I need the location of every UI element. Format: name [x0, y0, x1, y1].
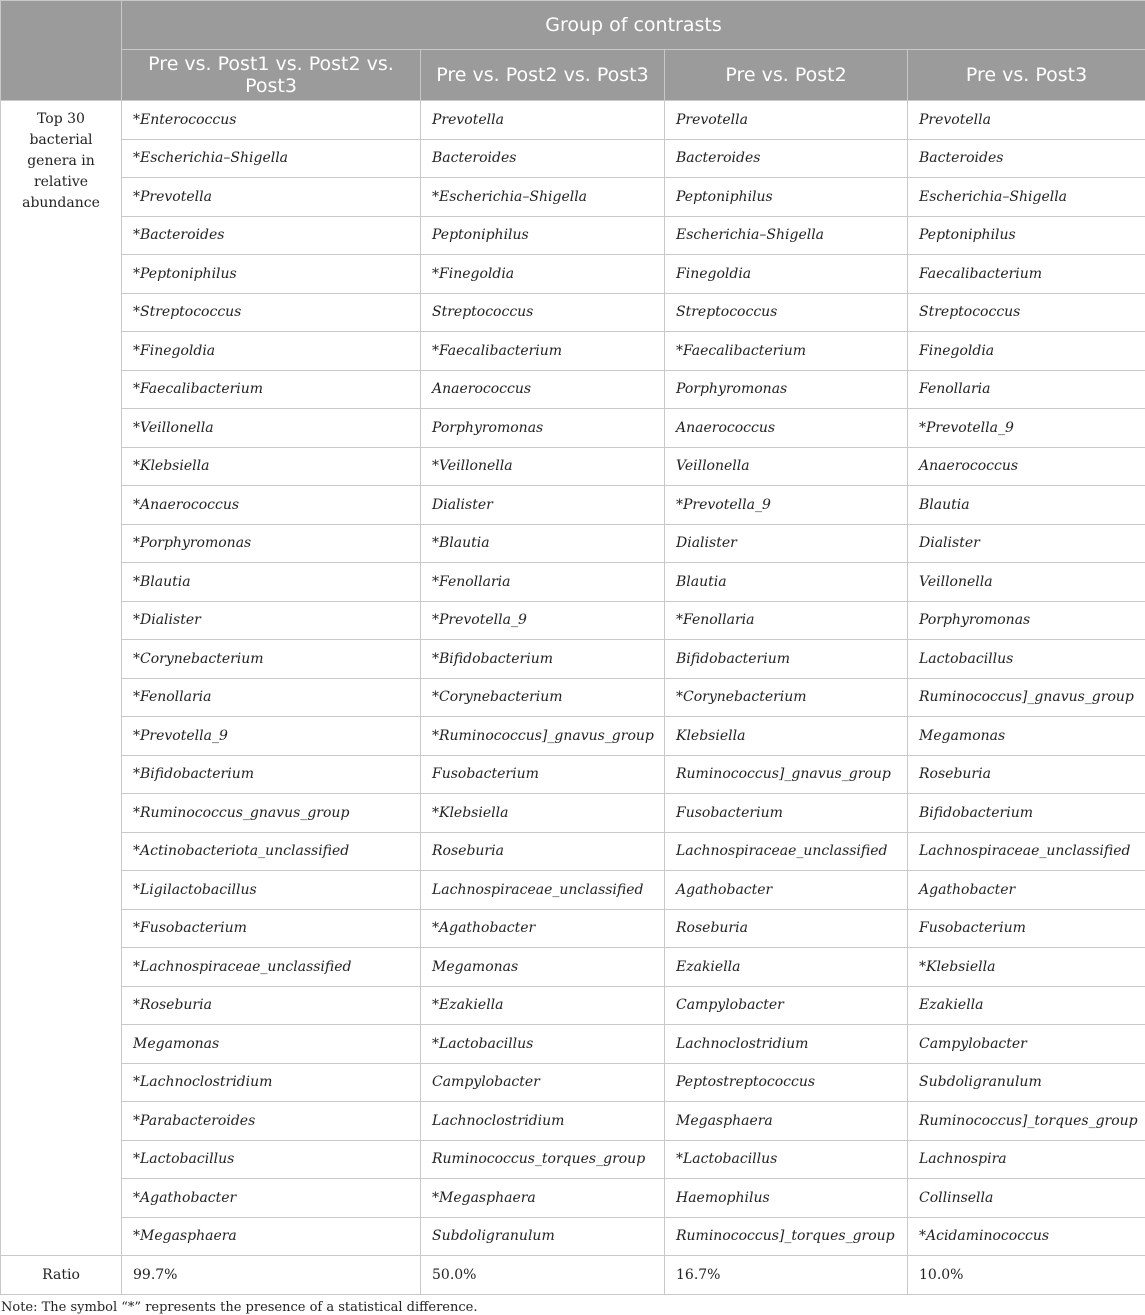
genus-cell: Peptoniphilus — [665, 178, 908, 217]
genus-cell: Porphyromonas — [665, 370, 908, 409]
genus-cell: Fusobacterium — [665, 794, 908, 833]
genus-cell: *Agathobacter — [421, 909, 665, 948]
table-row — [1, 293, 1145, 332]
genus-cell: Prevotella — [421, 101, 665, 140]
genus-cell: Lachnospiraceae_unclassified — [665, 832, 908, 871]
genus-cell: Dialister — [665, 524, 908, 563]
row-header: Top 30 bacterial genera in relative abundance — [1, 101, 122, 1256]
genus-cell: Ezakiella — [665, 948, 908, 987]
genus-cell: Ruminococcus]_torques_group — [665, 1217, 908, 1256]
genus-cell: Lachnospiraceae_unclassified — [421, 871, 665, 910]
genus-cell: Porphyromonas — [421, 409, 665, 448]
genus-cell: *Dialister — [122, 601, 421, 640]
genus-cell: Streptococcus — [908, 293, 1145, 332]
genus-cell: *Lactobacillus — [421, 1025, 665, 1064]
genus-cell: Roseburia — [665, 909, 908, 948]
table-note: Note: The symbol “*” represents the presence of a statistical difference. — [0, 1295, 1145, 1315]
genus-cell: *Klebsiella — [122, 447, 421, 486]
genus-cell: *Bifidobacterium — [421, 640, 665, 679]
genus-cell: Faecalibacterium — [908, 255, 1145, 294]
genus-cell: *Lachnoclostridium — [122, 1063, 421, 1102]
genus-cell: Lachnospira — [908, 1140, 1145, 1179]
genus-cell: Veillonella — [665, 447, 908, 486]
ratio-label: Ratio — [1, 1256, 122, 1295]
genus-cell: *Lactobacillus — [665, 1140, 908, 1179]
genus-cell: *Klebsiella — [908, 948, 1145, 987]
table-row — [1, 370, 1145, 409]
table-row — [1, 524, 1145, 563]
genus-cell: Agathobacter — [908, 871, 1145, 910]
table-row — [1, 640, 1145, 679]
genus-cell: Roseburia — [908, 755, 1145, 794]
genus-cell: Roseburia — [421, 832, 665, 871]
ratio-value: 16.7% — [665, 1256, 908, 1295]
genus-cell: Prevotella — [908, 101, 1145, 140]
table-row — [1, 871, 1145, 910]
genus-cell: *Agathobacter — [122, 1179, 421, 1218]
genus-cell: *Lactobacillus — [122, 1140, 421, 1179]
ratio-value: 10.0% — [908, 1256, 1145, 1295]
genus-cell: *Megasphaera — [122, 1217, 421, 1256]
table-row — [1, 1063, 1145, 1102]
genus-cell: *Corynebacterium — [665, 678, 908, 717]
genus-cell: *Enterococcus — [122, 101, 421, 140]
genus-cell: Fusobacterium — [908, 909, 1145, 948]
genus-cell: Veillonella — [908, 563, 1145, 602]
table-row — [1, 601, 1145, 640]
table-row — [1, 678, 1145, 717]
genus-cell: Dialister — [421, 486, 665, 525]
table-row — [1, 486, 1145, 525]
genus-cell: Fenollaria — [908, 370, 1145, 409]
table-row — [1, 1025, 1145, 1064]
table-row — [1, 1179, 1145, 1218]
table-row — [1, 563, 1145, 602]
genus-cell: Ruminococcus]_torques_group — [908, 1102, 1145, 1141]
table-row — [1, 794, 1145, 833]
genus-cell: *Megasphaera — [421, 1179, 665, 1218]
header-group: Group of contrasts — [122, 1, 1145, 50]
genus-cell: Bacteroides — [421, 139, 665, 178]
genus-cell: *Ruminococcus_gnavus_group — [122, 794, 421, 833]
genus-cell: *Faecalibacterium — [665, 332, 908, 371]
genus-cell: *Roseburia — [122, 986, 421, 1025]
genus-cell: *Faecalibacterium — [421, 332, 665, 371]
table-row — [1, 717, 1145, 756]
genus-cell: Ezakiella — [908, 986, 1145, 1025]
table-row — [1, 948, 1145, 987]
column-header: Pre vs. Post1 vs. Post2 vs. Post3 — [122, 50, 421, 101]
table-row — [1, 755, 1145, 794]
genus-cell: *Anaerococcus — [122, 486, 421, 525]
genus-cell: Streptococcus — [421, 293, 665, 332]
genus-cell: Finegoldia — [665, 255, 908, 294]
table-row — [1, 216, 1145, 255]
table-row — [1, 986, 1145, 1025]
genus-cell: *Veillonella — [122, 409, 421, 448]
genus-cell: Ruminococcus_torques_group — [421, 1140, 665, 1179]
genus-cell: Lachnospiraceae_unclassified — [908, 832, 1145, 871]
genus-cell: *Ezakiella — [421, 986, 665, 1025]
genus-cell: Anaerococcus — [908, 447, 1145, 486]
genus-cell: Ruminococcus]_gnavus_group — [908, 678, 1145, 717]
genus-cell: Blautia — [665, 563, 908, 602]
genus-cell: Escherichia–Shigella — [665, 216, 908, 255]
genus-cell: *Veillonella — [421, 447, 665, 486]
table-row — [1, 101, 1145, 140]
genus-cell: Lachnoclostridium — [665, 1025, 908, 1064]
table-header — [1, 1, 1145, 101]
genus-cell: *Blautia — [421, 524, 665, 563]
genus-cell: Campylobacter — [908, 1025, 1145, 1064]
genus-cell: Klebsiella — [665, 717, 908, 756]
genus-cell: *Fusobacterium — [122, 909, 421, 948]
genus-cell: *Acidaminococcus — [908, 1217, 1145, 1256]
column-header: Pre vs. Post2 vs. Post3 — [421, 50, 665, 101]
genus-cell: *Klebsiella — [421, 794, 665, 833]
table-row — [1, 255, 1145, 294]
genus-cell: Bacteroides — [908, 139, 1145, 178]
genus-cell: *Ligilactobacillus — [122, 871, 421, 910]
genus-cell: Megamonas — [421, 948, 665, 987]
table-body — [1, 101, 1145, 1295]
genus-cell: *Bifidobacterium — [122, 755, 421, 794]
table-row — [1, 139, 1145, 178]
genus-cell: Agathobacter — [665, 871, 908, 910]
table-row — [1, 332, 1145, 371]
ratio-value: 99.7% — [122, 1256, 421, 1295]
genus-cell: *Prevotella_9 — [665, 486, 908, 525]
genus-cell: Escherichia–Shigella — [908, 178, 1145, 217]
genus-cell: Bifidobacterium — [665, 640, 908, 679]
genus-cell: Blautia — [908, 486, 1145, 525]
genus-cell: Megamonas — [908, 717, 1145, 756]
ratio-value: 50.0% — [421, 1256, 665, 1295]
genus-cell: Fusobacterium — [421, 755, 665, 794]
table-row — [1, 1140, 1145, 1179]
genus-cell: Collinsella — [908, 1179, 1145, 1218]
genus-cell: Porphyromonas — [908, 601, 1145, 640]
genus-cell: Ruminococcus]_gnavus_group — [665, 755, 908, 794]
genus-cell: *Fenollaria — [421, 563, 665, 602]
table-row — [1, 178, 1145, 217]
genus-cell: Peptoniphilus — [908, 216, 1145, 255]
genus-cell: *Streptococcus — [122, 293, 421, 332]
genus-cell: *Faecalibacterium — [122, 370, 421, 409]
genus-cell: *Prevotella — [122, 178, 421, 217]
table-row — [1, 1102, 1145, 1141]
genus-cell: Prevotella — [665, 101, 908, 140]
genus-cell: Campylobacter — [665, 986, 908, 1025]
table-row — [1, 409, 1145, 448]
table-row — [1, 832, 1145, 871]
genus-cell: Campylobacter — [421, 1063, 665, 1102]
genus-cell: *Lachnospiraceae_unclassified — [122, 948, 421, 987]
genus-cell: *Fenollaria — [122, 678, 421, 717]
genus-cell: Anaerococcus — [665, 409, 908, 448]
genus-cell: Bacteroides — [665, 139, 908, 178]
genus-cell: Bifidobacterium — [908, 794, 1145, 833]
genus-cell: *Finegoldia — [421, 255, 665, 294]
column-header: Pre vs. Post2 — [665, 50, 908, 101]
genus-cell: Haemophilus — [665, 1179, 908, 1218]
genus-cell: Megamonas — [122, 1025, 421, 1064]
table-row — [1, 1217, 1145, 1256]
genus-cell: *Porphyromonas — [122, 524, 421, 563]
genus-cell: *Escherichia–Shigella — [122, 139, 421, 178]
genus-cell: *Prevotella_9 — [908, 409, 1145, 448]
header-corner — [1, 1, 122, 101]
genus-cell: *Prevotella_9 — [421, 601, 665, 640]
genus-cell: *Fenollaria — [665, 601, 908, 640]
genus-cell: Peptostreptococcus — [665, 1063, 908, 1102]
genus-cell: *Finegoldia — [122, 332, 421, 371]
genus-cell: *Blautia — [122, 563, 421, 602]
genus-cell: Anaerococcus — [421, 370, 665, 409]
genus-cell: *Bacteroides — [122, 216, 421, 255]
table-row — [1, 447, 1145, 486]
table-row — [1, 909, 1145, 948]
genus-cell: *Escherichia–Shigella — [421, 178, 665, 217]
genus-cell: Lachnoclostridium — [421, 1102, 665, 1141]
genus-cell: *Actinobacteriota_unclassified — [122, 832, 421, 871]
genus-cell: Finegoldia — [908, 332, 1145, 371]
genus-cell: Peptoniphilus — [421, 216, 665, 255]
genus-cell: Dialister — [908, 524, 1145, 563]
genus-cell: Subdoligranulum — [421, 1217, 665, 1256]
ratio-row — [1, 1256, 1145, 1295]
genus-cell: *Ruminococcus]_gnavus_group — [421, 717, 665, 756]
genus-cell: Lactobacillus — [908, 640, 1145, 679]
genus-cell: *Corynebacterium — [421, 678, 665, 717]
genus-cell: Megasphaera — [665, 1102, 908, 1141]
column-header: Pre vs. Post3 — [908, 50, 1145, 101]
genus-cell: *Prevotella_9 — [122, 717, 421, 756]
genus-cell: Subdoligranulum — [908, 1063, 1145, 1102]
genus-cell: *Peptoniphilus — [122, 255, 421, 294]
genus-cell: *Corynebacterium — [122, 640, 421, 679]
genus-cell: *Parabacteroides — [122, 1102, 421, 1141]
genus-cell: Streptococcus — [665, 293, 908, 332]
